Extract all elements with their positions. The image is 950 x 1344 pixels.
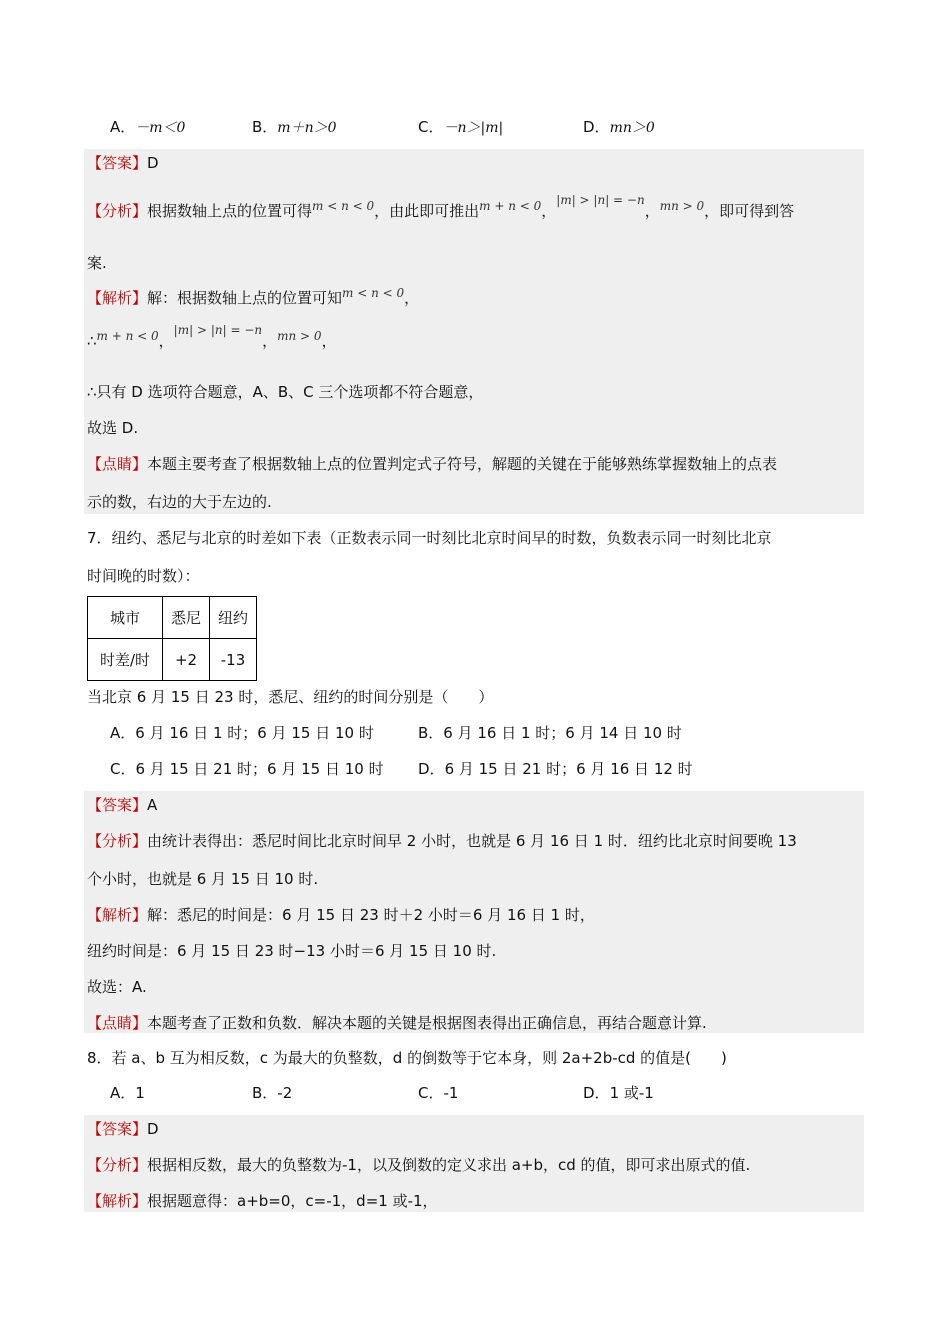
q8-stem: 8．若 a、b 互为相反数，c 为最大的负整数，d 的倒数等于它本身，则 2a+2b-cd 的值是( ) [87,1049,727,1067]
q6-option-a-text: －m＜0 [135,120,186,136]
q7-option-c-text: 6 月 15 日 21 时；6 月 15 日 10 时 [135,760,384,778]
q6-solution-line3: ∴只有 D 选项符合题意，A、B、C 三个选项都不符合题意， [87,383,484,401]
q8-option-d [583,1082,654,1104]
q8-option-c-text: -1 [443,1084,459,1102]
q7-option-a [110,722,374,744]
q7-solution-line2: 纽约时间是：6 月 15 日 23 时−13 小时＝6 月 15 日 10 时. [87,942,497,960]
q7-option-a-letter: A． [110,724,136,742]
therefore-symbol: ∴ [87,332,97,350]
q6-answer-value: D [147,154,159,172]
q8-option-d-text: 1 或-1 [609,1084,654,1102]
q6-solution-math4: mn > 0 [277,329,322,343]
q8-solution-text: 根据题意得：a+b=0，c=-1，d=1 或-1， [147,1192,438,1210]
q6-option-c-text: －n＞|m| [443,120,504,136]
table-cell: 时差/时 [88,639,163,681]
q6-option-a-letter: A． [110,118,136,136]
q6-analysis-text5: ，即可得到答 [704,202,795,220]
q7-question: 当北京 6 月 15 日 23 时，悉尼、纽约的时间分别是（ ） [87,688,494,706]
q7-analysis-line1 [87,830,797,852]
q6-solution-line4: 故选 D. [87,419,139,437]
q7-option-d [418,758,693,780]
q6-solution-text1: 解：根据数轴上点的位置可知 [147,289,343,307]
q7-answer [87,794,157,816]
q8-option-c-letter: C． [418,1084,444,1102]
q7-option-d-text: 6 月 15 日 21 时；6 月 16 日 12 时 [444,760,693,778]
q7-option-b-letter: B． [418,724,444,742]
q6-comment-text: 本题主要考查了根据数轴上点的位置判定式子符号，解题的关键在于能够熟练掌握数轴上的点表 [147,455,778,473]
q8-analysis-line1 [87,1154,750,1176]
q6-analysis-line2: 案. [87,254,107,272]
q8-option-c [418,1082,458,1104]
q6-answer-tag: 【答案】 [87,154,148,172]
q7-comment-line1 [87,1012,707,1034]
q6-option-b-text: m＋n＞0 [277,120,337,136]
q8-option-b [252,1082,292,1104]
q7-answer-value: A [147,796,158,814]
q7-answer-tag: 【答案】 [87,796,148,814]
table-row [88,639,257,681]
q7-solution-line1 [87,904,595,926]
q8-solution-line1 [87,1190,438,1212]
q6-solution-tag: 【解析】 [87,289,148,307]
q8-analysis-tag: 【分析】 [87,1156,148,1174]
q7-comment-text: 本题考查了正数和负数．解决本题的关键是根据图表得出正确信息，再结合题意计算. [147,1014,707,1032]
q8-option-d-letter: D． [583,1084,610,1102]
q6-analysis-line1 [87,193,795,223]
q6-option-b [252,116,337,139]
q7-stem-line1: 7．纽约、悉尼与北京的时差如下表（正数表示同一时刻比北京时间早的时数，负数表示同一时刻比北京 [87,529,772,547]
table-cell: +2 [163,639,210,681]
q8-answer-value: D [147,1120,159,1138]
q6-analysis-tag: 【分析】 [87,202,148,220]
q6-solution-text2: ， [404,289,420,307]
q7-option-b-text: 6 月 16 日 1 时；6 月 14 日 10 时 [443,724,682,742]
q6-solution-math3: |m| > |n| = −n [173,323,263,337]
q7-solution-tag: 【解析】 [87,906,148,924]
q8-answer-tag: 【答案】 [87,1120,148,1138]
q6-comment-line1 [87,453,777,475]
q6-analysis-text2: ，由此即可推出 [374,202,480,220]
q6-comment-tag: 【点睛】 [87,455,148,473]
q6-option-a [110,116,185,139]
q6-analysis-text4: ， [644,202,660,220]
q7-option-c [110,758,384,780]
q6-option-d [583,116,655,139]
q7-option-d-letter: D． [418,760,445,778]
q7-solution-text: 解：悉尼的时间是：6 月 15 日 23 时＋2 小时＝6 月 16 日 1 时， [147,906,595,924]
q6-option-c-letter: C． [418,118,444,136]
q8-analysis-text: 根据相反数，最大的负整数为-1，以及倒数的定义求出 a+b，cd 的值，即可求出原式的值. [147,1156,751,1174]
q6-option-c [418,116,503,139]
q7-option-b [418,722,682,744]
q6-answer [87,152,159,174]
q6-analysis-math1: m < n < 0 [312,199,375,213]
q6-analysis-text3: ， [541,202,557,220]
q7-stem-line2: 时间晚的时数）： [87,567,200,585]
q6-option-d-letter: D． [583,118,610,136]
q8-option-a-text: 1 [135,1084,145,1102]
q7-option-c-letter: C． [110,760,136,778]
table-cell: 城市 [88,597,163,639]
q6-analysis-math3: |m| > |n| = −n [556,193,645,207]
q6-analysis-math4: mn > 0 [659,199,705,213]
q6-solution-math2: m + n < 0 [96,329,159,343]
q8-option-a-letter: A． [110,1084,136,1102]
q6-analysis-math2: m + n < 0 [479,199,542,213]
q8-solution-tag: 【解析】 [87,1192,148,1210]
table-cell: 纽约 [210,597,257,639]
q7-analysis-text: 由统计表得出：悉尼时间比北京时间早 2 小时，也就是 6 月 16 日 1 时．纽约比北京时间要晚 13 [147,832,797,850]
q8-option-a [110,1082,145,1104]
q6-analysis-text1: 根据数轴上点的位置可得 [147,202,313,220]
q6-solution-line1 [87,287,419,310]
table-row [88,597,257,639]
table-cell: 悉尼 [163,597,210,639]
q6-solution-line2 [87,323,337,353]
table-cell: -13 [210,639,257,681]
q6-option-d-text: mn＞0 [609,120,655,136]
q7-option-a-text: 6 月 16 日 1 时；6 月 15 日 10 时 [135,724,374,742]
q8-option-b-text: -2 [277,1084,293,1102]
q6-comment-line2: 示的数，右边的大于左边的. [87,493,272,511]
q7-analysis-line2: 个小时，也就是 6 月 15 日 10 时. [87,870,319,888]
q7-solution-line3: 故选：A. [87,978,147,996]
q6-solution-sep1: ， [158,332,174,350]
timezone-table [87,596,257,681]
q6-solution-sep2: ， [262,332,278,350]
q6-solution-math1: m < n < 0 [342,286,405,300]
q8-option-b-letter: B． [252,1084,278,1102]
q6-solution-sep3: ， [321,332,337,350]
q6-option-b-letter: B． [252,118,278,136]
q7-comment-tag: 【点睛】 [87,1014,148,1032]
q8-answer [87,1118,159,1140]
q7-analysis-tag: 【分析】 [87,832,148,850]
